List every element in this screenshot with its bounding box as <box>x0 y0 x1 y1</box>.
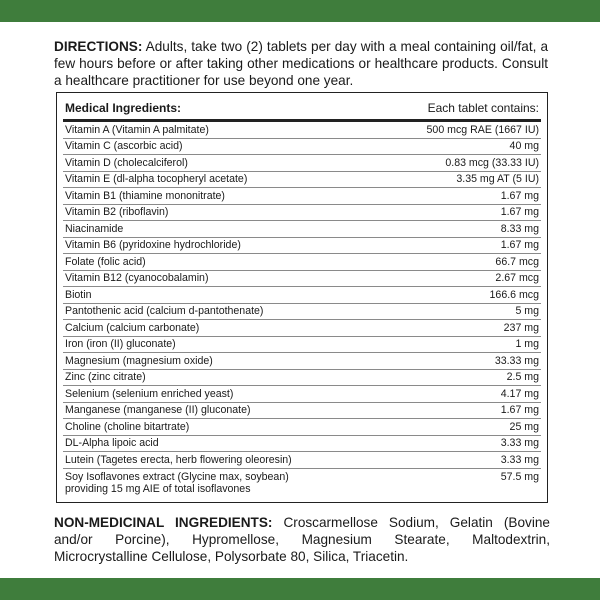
table-row <box>63 320 541 337</box>
table-row <box>63 419 541 436</box>
ingredient-amount: 1 mg <box>515 338 539 351</box>
ingredient-name: DL-Alpha lipoic acid <box>65 437 159 450</box>
ingredient-name: Calcium (calcium carbonate) <box>65 321 200 334</box>
table-row <box>63 452 541 469</box>
ingredient-amount: 166.6 mcg <box>489 288 539 301</box>
ingredient-amount: 2.5 mg <box>506 371 539 384</box>
ingredient-name: Vitamin C (ascorbic acid) <box>65 140 183 153</box>
table-row <box>63 155 541 172</box>
ingredient-amount: 500 mcg RAE (1667 IU) <box>426 123 539 136</box>
ingredient-name: Soy Isoflavones extract (Glycine max, soybean) providing 15 mg AIE of total isoflavones <box>65 470 289 495</box>
ingredient-name: Folate (folic acid) <box>65 255 146 268</box>
ingredient-amount: 5 mg <box>515 305 539 318</box>
ingredient-name: Niacinamide <box>65 222 124 235</box>
ingredient-name: Lutein (Tagetes erecta, herb flowering oleoresin) <box>65 453 292 466</box>
table-row <box>63 122 541 139</box>
table-header <box>65 99 539 117</box>
ingredient-amount: 237 mg <box>503 321 539 334</box>
table-row <box>63 370 541 387</box>
table-row <box>63 436 541 453</box>
table-row <box>63 287 541 304</box>
ingredient-amount: 8.33 mg <box>500 222 539 235</box>
table-subtitle: Each tablet contains: <box>427 101 539 115</box>
table-title: Medical Ingredients: <box>65 101 182 115</box>
table-row <box>63 238 541 255</box>
ingredient-name: Vitamin D (cholecalciferol) <box>65 156 188 169</box>
table-row <box>63 304 541 321</box>
ingredient-name: Magnesium (magnesium oxide) <box>65 354 213 367</box>
ingredient-name: Selenium (selenium enriched yeast) <box>65 387 234 400</box>
ingredient-amount: 0.83 mcg (33.33 IU) <box>445 156 539 169</box>
ingredient-amount: 57.5 mg <box>500 470 539 483</box>
ingredient-name: Zinc (zinc citrate) <box>65 371 146 384</box>
ingredient-name: Vitamin A (Vitamin A palmitate) <box>65 123 209 136</box>
ingredient-amount: 4.17 mg <box>500 387 539 400</box>
table-row <box>63 188 541 205</box>
bottom-green-band <box>0 578 600 600</box>
directions-paragraph <box>54 38 548 89</box>
table-row <box>63 469 541 497</box>
table-row <box>63 172 541 189</box>
directions-text: Adults, take two (2) tablets per day with a meal containing oil/fat, a few hours before or after taking other medications or healthcare products. Consult a healthcare practitioner for use beyond one year. <box>54 39 548 88</box>
table-row <box>63 337 541 354</box>
ingredient-name: Vitamin B2 (riboflavin) <box>65 206 169 219</box>
ingredient-amount: 3.33 mg <box>500 437 539 450</box>
ingredient-amount: 3.33 mg <box>500 453 539 466</box>
table-row <box>63 254 541 271</box>
ingredient-name: Vitamin B6 (pyridoxine hydrochloride) <box>65 239 241 252</box>
ingredient-amount: 1.67 mg <box>500 239 539 252</box>
ingredient-name: Vitamin B1 (thiamine mononitrate) <box>65 189 225 202</box>
directions-label: DIRECTIONS: <box>54 39 143 54</box>
ingredient-amount: 40 mg <box>509 140 539 153</box>
ingredient-amount: 1.67 mg <box>500 206 539 219</box>
table-row <box>63 221 541 238</box>
ingredient-name: Choline (choline bitartrate) <box>65 420 190 433</box>
non-medicinal-text: Croscarmellose Sodium, Gelatin (Bovine and/or Porcine), Hypromellose, Magnesium Stearate, Maltodextrin, Microcrystalline Cellulose, Polysorbate 80, Silica, Triacetin. <box>54 515 550 564</box>
table-row <box>63 403 541 420</box>
ingredient-name: Biotin <box>65 288 92 301</box>
ingredient-amount: 1.67 mg <box>500 404 539 417</box>
non-medicinal-label: NON-MEDICINAL INGREDIENTS: <box>54 515 273 530</box>
ingredient-amount: 25 mg <box>509 420 539 433</box>
table-row <box>63 205 541 222</box>
ingredient-amount: 2.67 mcg <box>495 272 539 285</box>
ingredient-amount: 3.35 mg AT (5 IU) <box>456 173 539 186</box>
non-medicinal-paragraph <box>54 514 550 565</box>
medical-ingredients-table <box>56 92 548 503</box>
table-row <box>63 271 541 288</box>
table-row <box>63 139 541 156</box>
ingredient-amount: 66.7 mcg <box>495 255 539 268</box>
ingredient-rows <box>63 122 541 497</box>
table-row <box>63 386 541 403</box>
ingredient-name: Vitamin E (dl-alpha tocopheryl acetate) <box>65 173 248 186</box>
ingredient-name: Iron (iron (II) gluconate) <box>65 338 176 351</box>
top-green-band <box>0 0 600 22</box>
ingredient-name: Pantothenic acid (calcium d-pantothenate) <box>65 305 264 318</box>
ingredient-name: Manganese (manganese (II) gluconate) <box>65 404 251 417</box>
ingredient-amount: 1.67 mg <box>500 189 539 202</box>
ingredient-name: Vitamin B12 (cyanocobalamin) <box>65 272 209 285</box>
ingredient-amount: 33.33 mg <box>494 354 539 367</box>
table-row <box>63 353 541 370</box>
